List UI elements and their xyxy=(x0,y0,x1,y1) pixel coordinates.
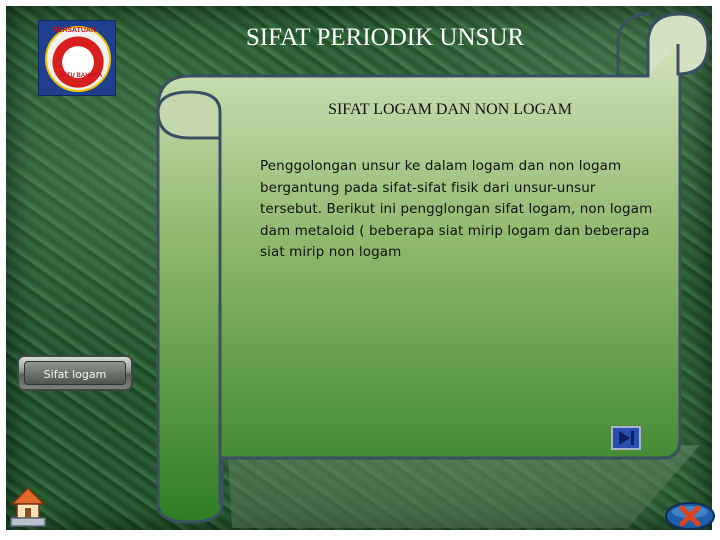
section-subtitle: SIFAT LOGAM DAN NON LOGAM xyxy=(328,101,572,118)
sifat-logam-button-label: Sifat logam xyxy=(43,368,107,381)
home-icon[interactable] xyxy=(8,484,48,528)
scroll-top-curl-edge xyxy=(618,14,650,76)
scroll-sheet xyxy=(158,14,680,522)
close-icon[interactable] xyxy=(664,500,716,532)
page-title: SIFAT PERIODIK UNSUR xyxy=(245,24,525,51)
body-paragraph: Penggolongan unsur ke dalam logam dan non logam bergantung pada sifat-sifat fisik dari unsur-unsur tersebut. Berikut ini pengglongan sifat logam, non logam dam metaloid ( beberapa siat mirip logam dan beberapa siat mirip non logam xyxy=(260,158,653,260)
next-arrow-icon[interactable] xyxy=(611,426,641,450)
logo-top-text: PERSATUAN xyxy=(53,27,97,34)
logo-bottom-text: SATU BAHASA xyxy=(59,73,103,79)
scroll-left-curl xyxy=(158,92,220,138)
sifat-logam-button[interactable] xyxy=(17,355,133,391)
